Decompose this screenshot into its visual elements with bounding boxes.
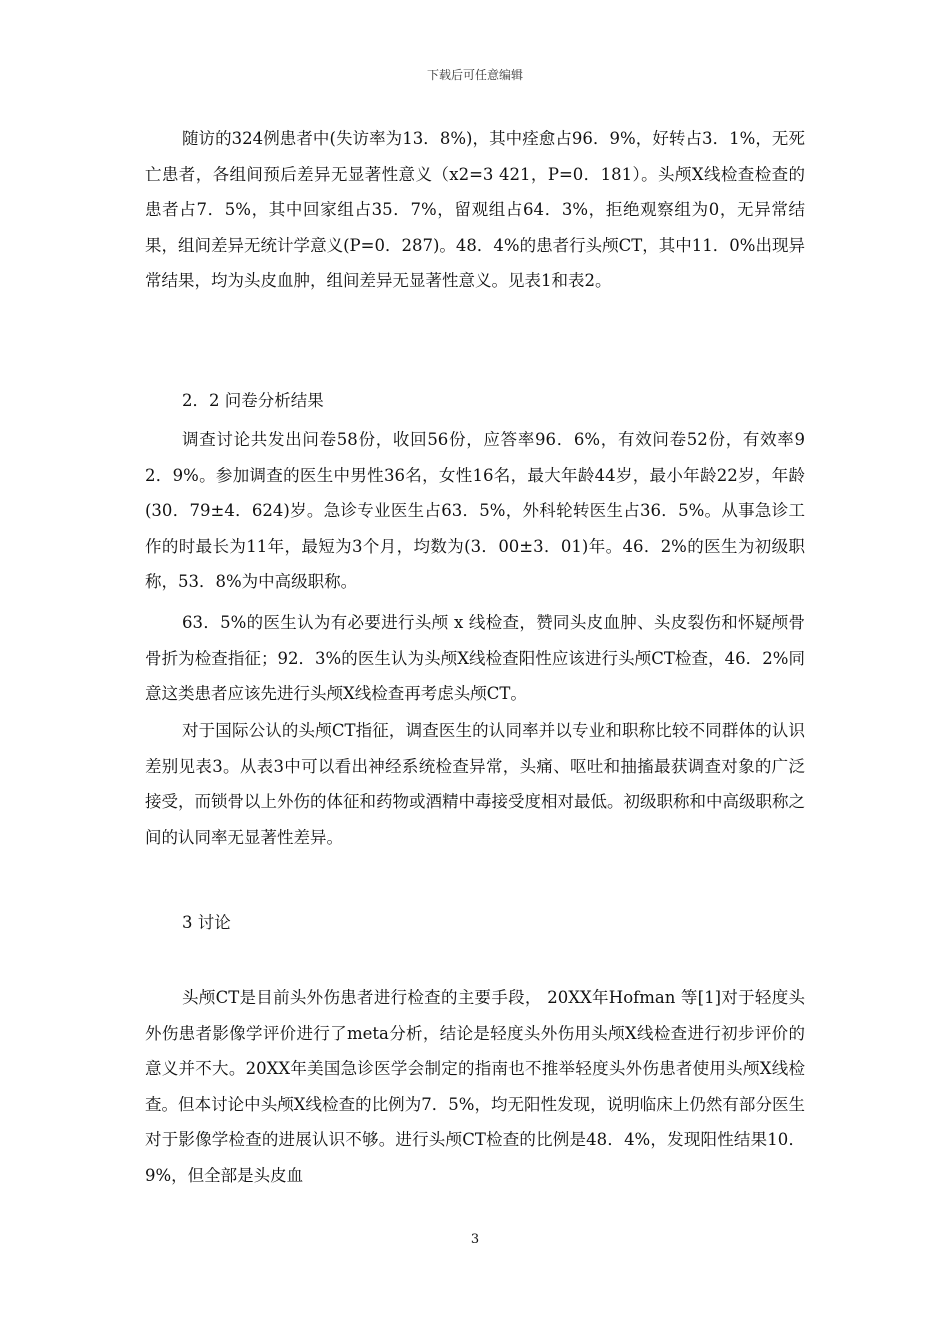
paragraph-xray-opinion: 63．5%的医生认为有必要进行头颅 x 线检查，赞同头皮血肿、头皮裂伤和怀疑颅骨骨折为检查指征；92．3%的医生认为头颅X线检查阳性应该进行头颅CT检查，46．2%同意这类患者应该先进行头颅X线检查再考虑头颅CT。 (145, 613, 805, 703)
section-heading-3: 3 讨论 (182, 913, 231, 932)
paragraph-discussion: 头颅CT是目前头外伤患者进行检查的主要手段， 20XX年Hofman 等[1]对于轻度头外伤患者影像学评价进行了meta分析，结论是轻度头外伤用头颅X线检查进行初步评价的意义并不大。20XX年美国急诊医学会制定的指南也不推举轻度头外伤患者使用头颅X线检查。但本讨论中头颅X线检查的比例为7．5%，均无阳性发现，说明临床上仍然有部分医生对于影像学检查的进展认识不够。进行头颅CT检查的比例是48．4%，发现阳性结果10．9%，但全部是头皮血 (145, 988, 805, 1185)
paragraph-questionnaire-stats: 调查讨论共发出问卷58份，收回56份，应答率96．6%，有效问卷52份，有效率92．9%。参加调查的医生中男性36名，女性16名，最大年龄44岁，最小年龄22岁，年龄(30．79±4．624)岁。急诊专业医生占63．5%，外科轮转医生占36．5%。从事急诊工作的时最长为11年，最短为3个月，均数为(3．00±3．01)年。46．2%的医生为初级职称，53．8%为中高级职称。 (145, 430, 805, 591)
paragraph-followup-results: 随访的324例患者中(失访率为13．8%)，其中痊愈占96．9%，好转占3．1%，无死亡患者，各组间预后差异无显著性意义（x2=3 421，P=0．181）。头颅X线检查检查的患者占7．5%，其中回家组占35．7%，留观组占64．3%，拒绝观察组为0，无异常结果，组间差异无统计学意义(P=0．287)。48．4%的患者行头颅CT，其中11．0%出现异常结果，均为头皮血肿，组间差异无显著性意义。见表1和表2。 (145, 129, 805, 290)
page-number: 3 (470, 1232, 480, 1247)
paragraph-ct-indications: 对于国际公认的头颅CT指征，调查医生的认同率并以专业和职称比较不同群体的认识差别见表3。从表3中可以看出神经系统检查异常，头痛、呕吐和抽搐最获调查对象的广泛接受，而锁骨以上外伤的体征和药物或酒精中毒接受度相对最低。初级职称和中高级职称之间的认同率无显著性差异。 (145, 721, 805, 847)
page-header: 下载后可任意编辑 (426, 68, 523, 82)
section-heading-2-2: 2．2 问卷分析结果 (182, 391, 324, 410)
